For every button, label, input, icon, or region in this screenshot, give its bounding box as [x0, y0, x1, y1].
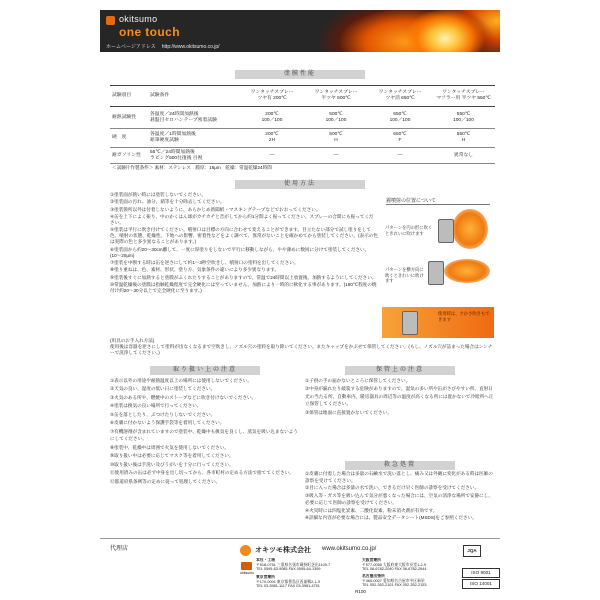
illustration-label-round: パターンを円の形に吹くときれいに吹けます: [385, 225, 433, 236]
footer-divider: [100, 538, 500, 539]
office-address: 〒170-0001 東京都豊島区西巣鴨2-1-9: [256, 579, 320, 584]
usage-step: ③塗装箇所以外は付着しないように、あらかじめ新聞紙・マスキングテープなどでおおってください。: [110, 206, 321, 212]
spray-pattern-round-icon: [452, 209, 488, 249]
flame-image: [250, 10, 500, 52]
usage-step: ⑨塗装後すぐに加熱すると塗膜がふくれたりすることがありますので、常温で24時間以上放置後、加熱するようにしてください。: [110, 274, 377, 280]
section-title-handling: 取り扱い上の注意: [150, 366, 260, 375]
product-line-name: one touch: [119, 25, 180, 39]
table-cell: 650℃ F: [368, 129, 432, 148]
office-address: 〒577-0056 大阪府東大阪市長堂1-2-9: [362, 562, 426, 567]
illustration-label-wide: パターンを横方向に吹くときれいに吹けます: [385, 267, 424, 283]
office-phone: TEL 06-6782-2040 FAX 06-6782-2644: [362, 567, 427, 572]
column-header: ワンタッチスプレー ツヤ消 650℃: [368, 86, 432, 107]
usage-step: ⑩常温乾燥後の塗膜は指触乾燥程度で完全硬化には至っていません。加熱により一時的に軟化する事があります。(160℃程度の焼付け約20〜30分以上で完全硬化に至ります。): [110, 281, 377, 293]
handling-caution-item: ①表示以外の用途や耐熱温度以上の場所には使用しないでください。: [110, 378, 252, 383]
header-banner: [100, 10, 500, 52]
table-row: [110, 148, 495, 164]
office-phone: TEL 052-352-2101 FAX 052-352-2153: [362, 583, 427, 588]
test-condition: 55℃／24時間加熱後 ラビング500往復後 目視: [148, 148, 240, 164]
handling-caution-item: ⑤缶を落としたり、ぶつけたりしないでください。: [110, 411, 216, 417]
tool-care: [110, 338, 495, 364]
section-title-first-aid: 救急処置: [345, 461, 455, 470]
usage-step: ⑤塗装は平行に吹き付けてください。噴射口は目標の方向に合わせて変えることができます。目立たない部分で試し塗りをして色、噴射の状態、乾燥性、下地への影響、密着性などをよく調べて、異常がないことを確かめてから塗装してください。(表示の色は実際の色と多少異なることがあります。): [110, 227, 378, 245]
homepage-url[interactable]: http://www.okitsumo.co.jp/: [161, 44, 220, 50]
test-piece-note: ＜試験片作製条件＞ 素材：ステンレス 膜厚：15μm 乾燥：常温乾燥24時間: [112, 165, 272, 170]
section-title-usage: 使用方法: [235, 180, 365, 189]
test-item: 耐ガソリン性: [110, 148, 148, 164]
company-url[interactable]: www.okitsumo.co.jp/: [322, 546, 377, 552]
usage-steps: [110, 192, 378, 336]
handling-cautions: [110, 377, 298, 535]
company-name: オキツモ株式会社: [255, 547, 311, 554]
table-cell: 200℃ 2H: [240, 129, 304, 148]
tool-care-text: 使用後は容器を逆さにして塗料が出なくなるまで空吹きし、ノズル穴の塗料を取り除いてください。またキャップをかぶせて保管してください。(もし、ノズル穴が詰まった場合はシンナーで洗浄してください。): [110, 344, 493, 356]
office-name: 本社・工場: [256, 558, 275, 562]
handling-caution-item: ⑪使用済みの缶は必ず中身を出し切ってから、各市町村の定める方法で捨ててください。: [110, 470, 294, 476]
test-item: 硬 度: [110, 129, 148, 148]
table-cell: 550℃ H: [432, 129, 495, 148]
brand-mark-icon: [241, 562, 252, 570]
agent-label: 代理店: [110, 546, 129, 552]
first-aid: [305, 471, 495, 535]
office-block: [362, 558, 458, 572]
test-item: 耐熱試験性: [110, 107, 148, 129]
test-condition: 各温度／1時間加熱後 鉛筆硬度試験: [148, 129, 240, 148]
table-row: [110, 107, 495, 129]
storage-caution-item: ①子供の手の届かないところに保管してください。: [305, 378, 411, 383]
column-header: ワンタッチスプレー マフラー用 半ツヤ 550℃: [432, 86, 495, 107]
table-cell: 650℃ 100／100: [368, 107, 432, 129]
office-block: [256, 575, 360, 589]
brand-mini-logo-text: okitsumo: [240, 571, 255, 575]
handling-caution-item: ④塗装は換気の良い場所で行ってください。: [110, 403, 202, 409]
handling-caution-item: ②天気の良い、湿度の低い日に塗装してください。: [110, 386, 216, 392]
table-cell: —: [304, 148, 368, 164]
office-address: 〒460-0007 愛知県名古屋市中区新栄: [362, 578, 425, 583]
table-cell: 550℃ 100／100: [432, 107, 495, 129]
iso-14001-badge: ISO 14001: [462, 579, 500, 589]
office-phone: TEL 0595-63-9085 FAX 0595-64-1399: [256, 567, 321, 572]
inverted-spray-can-icon: [402, 311, 418, 335]
brand-name: okitsumo: [119, 14, 158, 24]
office-name: 大阪営業所: [362, 558, 381, 562]
office-name: 名古屋出張所: [362, 574, 385, 578]
handling-caution-item: ⑧塗装中、乾燥中は周囲で火気を使用しないでください。: [110, 444, 229, 450]
usage-step: ①塗装面が熱い時には塗装しないでください。: [110, 192, 206, 197]
office-block: [256, 558, 360, 572]
illustration-label-inverted: 使用時は、さかさ吹きもできます: [438, 311, 490, 322]
tool-care-title: (用具のお手入れ方法): [110, 338, 155, 343]
brand-mini-logo: [240, 562, 253, 575]
section-title-storage: 保管上の注意: [345, 366, 455, 375]
handling-caution-item: ⑦有機溶剤が含まれていますので塗装中、乾燥中も換気を良くし、蒸気を吸い込まないようにしてください。: [110, 428, 298, 442]
first-aid-item: ②目に入った場合は多量の水で洗い、できるだけ早く医師の診察を受けてください。: [305, 485, 480, 491]
performance-table: [110, 85, 495, 164]
usage-step: ⑧塗り重ねは、色、素材、形状、塗り方、気象条件の違いにより多少異なります。: [110, 267, 280, 273]
table-cell: —: [240, 148, 304, 164]
usage-step: ②塗装面の汚れ、油分、錆等を十分除去してください。: [110, 199, 225, 205]
office-name: 東京営業所: [256, 575, 275, 579]
first-aid-item: ※詳細な内容が必要な場合には、製品安全データシート(MSDS)をご参照ください。: [305, 515, 477, 521]
first-aid-item: ①皮膚に付着した場合は多量の石鹸水で洗い落とし、痛み又は外観に変化がある時は医師の診察を受けてください。: [305, 471, 493, 483]
section-title-performance: 塗膜性能: [235, 70, 365, 79]
jqa-badge: JQA: [463, 545, 481, 557]
column-header: ワンタッチスプレー 半ツヤ 500℃: [304, 86, 368, 107]
table-cell: 200℃ 100／100: [240, 107, 304, 129]
handling-caution-item: ⑨取り扱い中は必要に応じてマスク等を着用してください。: [110, 453, 234, 459]
table-cell: 500℃ H: [304, 129, 368, 148]
table-header-row: [110, 86, 495, 107]
office-phone: TEL 03-3981-1117 FAX 03-3981-4751: [256, 584, 320, 589]
iso-9001-badge: ISO 9001: [462, 568, 500, 578]
office-block: [362, 574, 458, 588]
usage-step: ④缶を上下によく振り、中のかくはん球がカチカチと音がしてから約1分間よく振ってください。スプレーの合間にも振ってください。: [110, 213, 374, 225]
spray-pattern-wide-icon: [444, 259, 490, 283]
table-cell: —: [368, 148, 432, 164]
usage-step: ⑦塗装を中断する時は缶を逆さにして約1〜3秒空吹きし、噴射口の塗料を出してください。: [110, 260, 299, 266]
company-logo-icon: [240, 545, 251, 556]
table-row: [110, 129, 495, 148]
homepage-address: [106, 43, 226, 50]
recycled-paper-mark: R100: [355, 589, 366, 594]
table-cell: 異常なし: [432, 148, 495, 164]
first-aid-item: ④火災時には四塩化炭素、二酸化炭素、粉末消火剤が有効です。: [305, 507, 438, 513]
test-condition: 各温度／24時間加熱後 碁盤目セロハンテープ密着試験: [148, 107, 240, 129]
homepage-label: ホームページアドレス: [106, 44, 156, 50]
handling-caution-item: ③火気のある所や、燃焼中のストーブなどに吹き付けないでください。: [110, 394, 257, 400]
first-aid-item: ③吸入等・ガス等を吸い込んで気分が悪くなった場合には、空気の清浄な場所で安静にし、必要に応じて医師の診察を受けてください。: [305, 493, 493, 505]
storage-caution-item: ③保管は地面に直接置かないでください。: [305, 409, 392, 415]
handling-caution-item: ⑥皮膚に付かないよう保護手袋等を着用してください。: [110, 420, 225, 426]
column-header: ワンタッチスプレー ツヤ有 200℃: [240, 86, 304, 107]
office-address: 〒518-0751 三重県名張市蔵持町芝出1109-7: [256, 562, 331, 567]
table-cell: 500℃ 100／100: [304, 107, 368, 129]
illustration-title: 霧噴射の位置について: [386, 197, 490, 205]
okitsumo-logo-icon: [106, 16, 115, 25]
storage-caution-item: ②中身が漏れたり破裂する危険がありますので、湿気の多い所や缶がさびやすい所、直射日光の当たる所、自動車内、暖房器具の周辺等の温度が高くなる所には置かないで冷暗所へ正立保管してください。: [305, 386, 494, 407]
spray-can-icon: [428, 261, 444, 285]
column-header: 試験条件: [148, 86, 240, 107]
column-header: 試験項目: [110, 86, 148, 107]
usage-step: ⑥塗装面から約20〜30cm離して、一度に厚塗りをしないで平行に移動しながら、やや薄めに数回に分けて塗装してください。(10〜20μm): [110, 246, 370, 258]
handling-caution-item: ⑩取り扱い後は手洗い及びうがいを十分に行ってください。: [110, 461, 234, 467]
spray-position-illustration: [382, 195, 494, 338]
handling-caution-item: ⑫都道府県条例等の定めに従って処理してください。: [110, 478, 221, 484]
storage-cautions: [305, 377, 495, 457]
spray-can-icon: [438, 219, 454, 243]
